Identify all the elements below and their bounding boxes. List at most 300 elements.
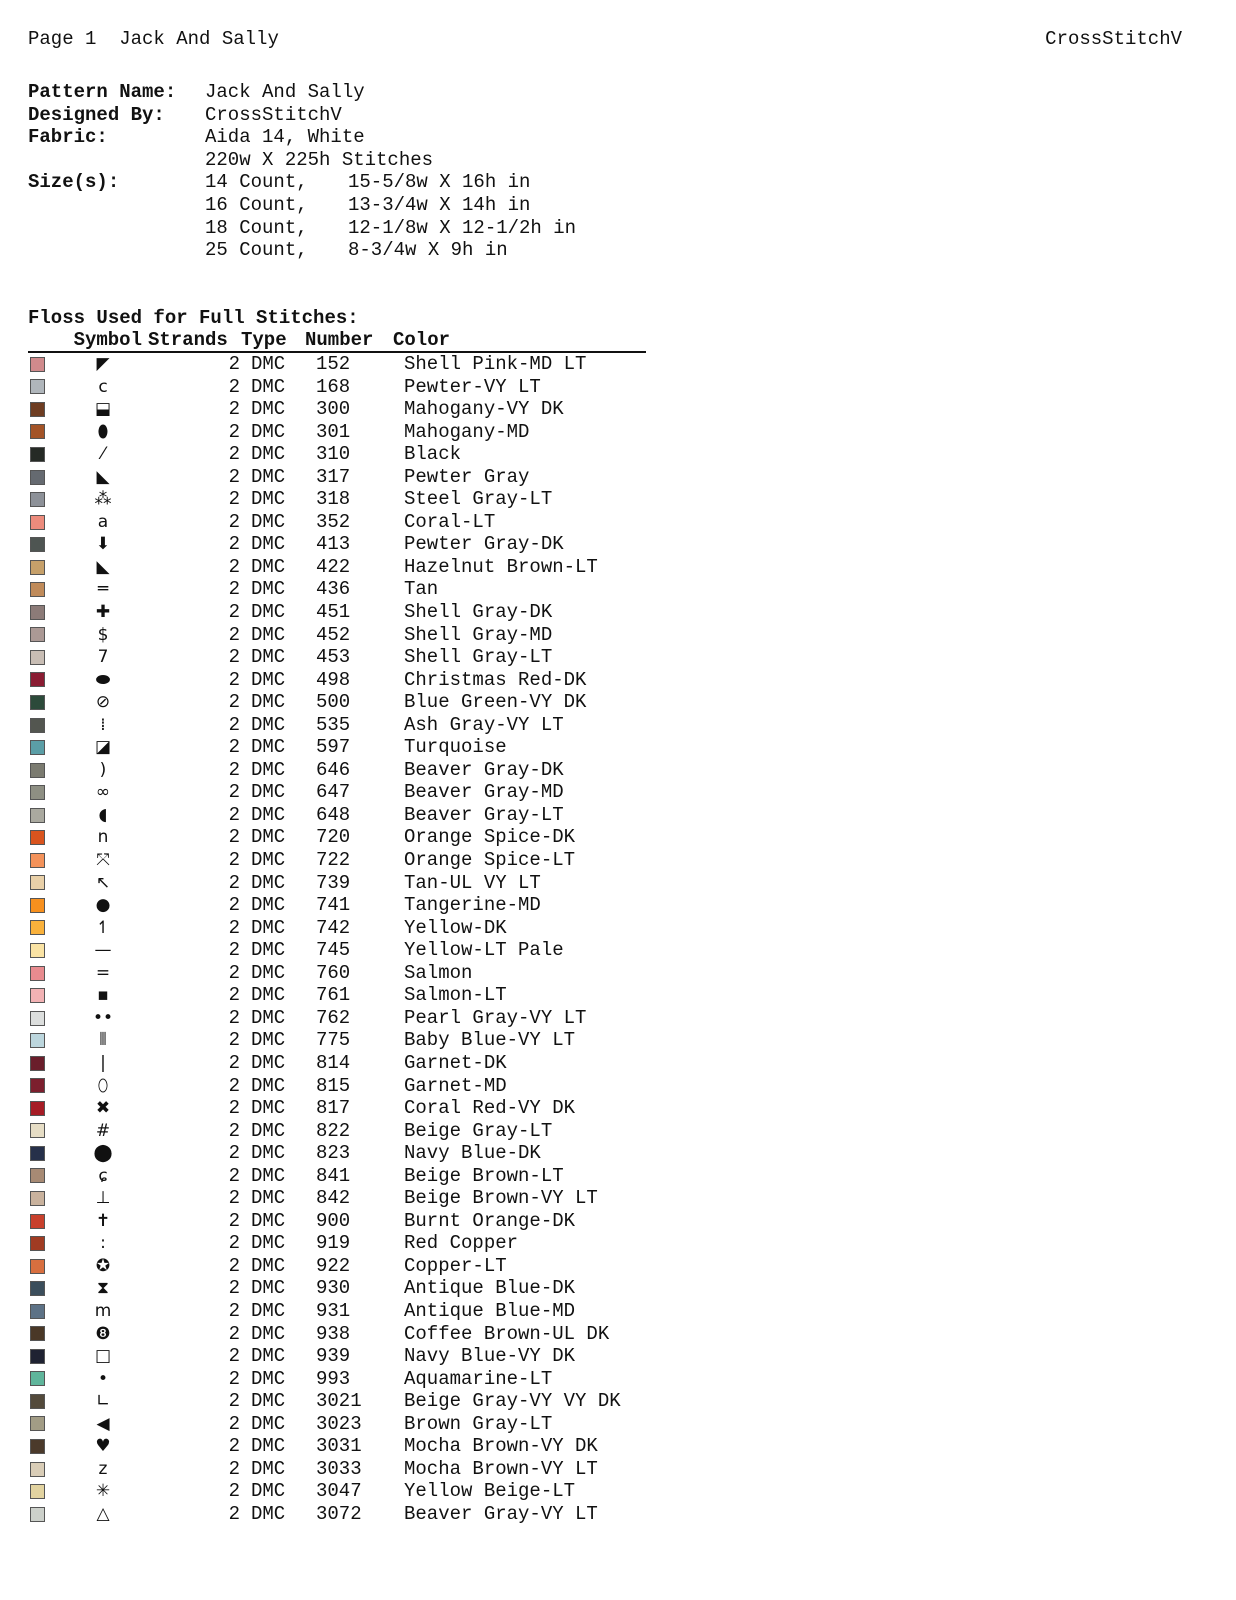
color-swatch — [30, 402, 45, 417]
stitch-symbol: ⬤ — [93, 1143, 113, 1164]
floss-row — [28, 511, 646, 534]
floss-row — [28, 353, 646, 376]
stitch-symbol: z — [98, 1458, 108, 1479]
stitch-symbol: — — [94, 940, 112, 961]
floss-number: 498 — [316, 668, 351, 691]
strands-value: 2 — [228, 1051, 240, 1074]
floss-type: DMC — [251, 1412, 286, 1435]
floss-type: DMC — [251, 1345, 286, 1368]
floss-row — [28, 1413, 646, 1436]
size-row — [28, 239, 576, 262]
size-dims: 8-3/4w X 9h in — [348, 239, 508, 262]
stitch-symbol: ✳ — [95, 1481, 111, 1502]
floss-color-name: Orange Spice-DK — [404, 826, 576, 849]
floss-color-name: Pewter-VY LT — [404, 375, 541, 398]
color-swatch — [30, 1371, 45, 1386]
floss-type: DMC — [251, 826, 286, 849]
color-swatch — [30, 1214, 45, 1229]
floss-type: DMC — [251, 601, 286, 624]
floss-color-name: Beaver Gray-MD — [404, 781, 564, 804]
color-swatch — [30, 1168, 45, 1183]
floss-color-name: Beige Gray-VY VY DK — [404, 1390, 621, 1413]
floss-row — [28, 1255, 646, 1278]
floss-color-name: Navy Blue-DK — [404, 1142, 541, 1165]
floss-row — [28, 1232, 646, 1255]
floss-number: 152 — [316, 353, 351, 375]
floss-row — [28, 736, 646, 759]
floss-number: 739 — [316, 871, 351, 894]
color-swatch — [30, 470, 45, 485]
floss-row — [28, 849, 646, 872]
strands-value: 2 — [228, 1299, 240, 1322]
floss-type: DMC — [251, 1187, 286, 1210]
floss-row — [28, 691, 646, 714]
floss-type: DMC — [251, 713, 286, 736]
strands-value: 2 — [228, 961, 240, 984]
floss-type: DMC — [251, 465, 286, 488]
floss-type: DMC — [251, 375, 286, 398]
stitch-symbol: ⬮ — [97, 421, 109, 442]
strands-value: 2 — [228, 623, 240, 646]
floss-type: DMC — [251, 781, 286, 804]
floss-color-name: Mocha Brown-VY DK — [404, 1435, 598, 1458]
color-swatch — [30, 966, 45, 981]
floss-row — [28, 578, 646, 601]
color-swatch — [30, 537, 45, 552]
stitch-symbol: = — [95, 962, 111, 983]
floss-color-name: Orange Spice-LT — [404, 849, 576, 872]
strands-value: 2 — [228, 871, 240, 894]
floss-row — [28, 804, 646, 827]
floss-number: 741 — [316, 894, 351, 917]
floss-row — [28, 894, 646, 917]
pattern-name-value: Jack And Sally — [205, 81, 365, 103]
floss-color-name: Copper-LT — [404, 1254, 507, 1277]
color-swatch — [30, 875, 45, 890]
stitch-symbol: ⊘ — [95, 692, 111, 713]
floss-type: DMC — [251, 849, 286, 872]
header-number: Number — [305, 329, 374, 351]
floss-number: 900 — [316, 1209, 351, 1232]
floss-number: 168 — [316, 375, 351, 398]
color-swatch — [30, 1416, 45, 1431]
color-swatch — [30, 672, 45, 687]
floss-type: DMC — [251, 1074, 286, 1097]
floss-type: DMC — [251, 1232, 286, 1255]
strands-value: 2 — [228, 353, 240, 375]
floss-number: 500 — [316, 691, 351, 714]
strands-value: 2 — [228, 758, 240, 781]
floss-color-name: Steel Gray-LT — [404, 488, 553, 511]
floss-type: DMC — [251, 578, 286, 601]
strands-value: 2 — [228, 668, 240, 691]
color-swatch — [30, 1236, 45, 1251]
stitch-symbol: ✖ — [95, 1098, 111, 1119]
size-row — [28, 194, 576, 217]
floss-color-name: Burnt Orange-DK — [404, 1209, 576, 1232]
floss-type: DMC — [251, 1322, 286, 1345]
stitch-symbol: ◣ — [96, 466, 110, 487]
page-header-title: Page 1 Jack And Sally — [28, 28, 279, 50]
floss-row — [28, 714, 646, 737]
floss-color-name: Beige Gray-LT — [404, 1119, 553, 1142]
floss-type: DMC — [251, 1051, 286, 1074]
floss-number: 452 — [316, 623, 351, 646]
floss-color-name: Mahogany-VY DK — [404, 398, 564, 421]
strands-value: 2 — [228, 1435, 240, 1458]
strands-value: 2 — [228, 849, 240, 872]
floss-type: DMC — [251, 555, 286, 578]
floss-color-name: Beaver Gray-LT — [404, 803, 564, 826]
strands-value: 2 — [228, 465, 240, 488]
floss-color-name: Hazelnut Brown-LT — [404, 555, 598, 578]
floss-color-name: Turquoise — [404, 736, 507, 759]
floss-type: DMC — [251, 1277, 286, 1300]
floss-row — [28, 1187, 646, 1210]
floss-row — [28, 1007, 646, 1030]
floss-number: 3021 — [316, 1390, 362, 1413]
color-swatch — [30, 1439, 45, 1454]
strands-value: 2 — [228, 1254, 240, 1277]
stitch-symbol: $ — [97, 624, 109, 645]
floss-color-name: Yellow-DK — [404, 916, 507, 939]
floss-number: 814 — [316, 1051, 351, 1074]
floss-number: 317 — [316, 465, 351, 488]
floss-type: DMC — [251, 443, 286, 466]
floss-row — [28, 1480, 646, 1503]
floss-row — [28, 1165, 646, 1188]
floss-number: 930 — [316, 1277, 351, 1300]
strands-value: 2 — [228, 555, 240, 578]
floss-row — [28, 1503, 646, 1526]
floss-row — [28, 421, 646, 444]
floss-number: 841 — [316, 1164, 351, 1187]
color-swatch — [30, 1462, 45, 1477]
floss-table — [28, 330, 646, 1525]
stitch-symbol: ✝ — [95, 1210, 111, 1231]
strands-value: 2 — [228, 1187, 240, 1210]
color-swatch — [30, 492, 45, 507]
floss-number: 352 — [316, 510, 351, 533]
strands-value: 2 — [228, 533, 240, 556]
color-swatch — [30, 808, 45, 823]
stitch-symbol: ) — [99, 759, 107, 780]
header-color: Color — [393, 329, 451, 351]
strands-value: 2 — [228, 1029, 240, 1052]
floss-color-name: Shell Pink-MD LT — [404, 353, 587, 375]
stitch-symbol: | — [100, 1052, 106, 1073]
floss-type: DMC — [251, 533, 286, 556]
stitch-symbol: ⤧ — [96, 850, 110, 871]
floss-type: DMC — [251, 736, 286, 759]
stitch-symbol: ∟ — [95, 1391, 111, 1412]
page-header-designer: CrossStitchV — [1045, 28, 1182, 50]
color-swatch — [30, 1259, 45, 1274]
stitch-symbol: ◖ — [98, 804, 108, 825]
floss-table-body — [28, 353, 646, 1525]
stitch-symbol: c — [98, 376, 108, 397]
stitch-symbol: △ — [96, 1503, 110, 1524]
strands-value: 2 — [228, 894, 240, 917]
color-swatch — [30, 560, 45, 575]
floss-type: DMC — [251, 803, 286, 826]
floss-number: 817 — [316, 1097, 351, 1120]
color-swatch — [30, 1191, 45, 1206]
color-swatch — [30, 898, 45, 913]
floss-row — [28, 466, 646, 489]
floss-type: DMC — [251, 1006, 286, 1029]
floss-number: 301 — [316, 420, 351, 443]
size-row — [28, 171, 576, 194]
color-swatch — [30, 1056, 45, 1071]
floss-type: DMC — [251, 758, 286, 781]
floss-row — [28, 443, 646, 466]
strands-value: 2 — [228, 1097, 240, 1120]
strands-value: 2 — [228, 1457, 240, 1480]
stitch-symbol: ❽ — [95, 1323, 111, 1344]
color-swatch — [30, 1101, 45, 1116]
floss-type: DMC — [251, 1502, 286, 1525]
floss-color-name: Garnet-DK — [404, 1051, 507, 1074]
stitch-symbol: ⁞ — [100, 714, 106, 735]
floss-color-name: Coral-LT — [404, 510, 496, 533]
floss-type: DMC — [251, 1457, 286, 1480]
floss-number: 453 — [316, 646, 351, 669]
color-swatch — [30, 1281, 45, 1296]
floss-color-name: Shell Gray-LT — [404, 646, 553, 669]
floss-color-name: Coral Red-VY DK — [404, 1097, 576, 1120]
stitch-symbol: ✚ — [95, 602, 111, 623]
floss-row — [28, 1323, 646, 1346]
floss-color-name: Ash Gray-VY LT — [404, 713, 564, 736]
floss-number: 745 — [316, 939, 351, 962]
strands-value: 2 — [228, 1412, 240, 1435]
floss-type: DMC — [251, 623, 286, 646]
floss-type: DMC — [251, 961, 286, 984]
color-swatch — [30, 447, 45, 462]
floss-row — [28, 962, 646, 985]
color-swatch — [30, 357, 45, 372]
floss-number: 413 — [316, 533, 351, 556]
color-swatch — [30, 582, 45, 597]
stitch-symbol: ∞ — [95, 782, 111, 803]
floss-type: DMC — [251, 1164, 286, 1187]
floss-color-name: Salmon — [404, 961, 473, 984]
strands-value: 2 — [228, 488, 240, 511]
floss-color-name: Shell Gray-MD — [404, 623, 553, 646]
floss-color-name: Christmas Red-DK — [404, 668, 587, 691]
stitch-symbol: ✪ — [95, 1255, 111, 1276]
floss-row — [28, 556, 646, 579]
strands-value: 2 — [228, 443, 240, 466]
strands-value: 2 — [228, 1390, 240, 1413]
floss-color-name: Navy Blue-VY DK — [404, 1345, 576, 1368]
strands-value: 2 — [228, 984, 240, 1007]
floss-color-name: Pearl Gray-VY LT — [404, 1006, 587, 1029]
floss-number: 3023 — [316, 1412, 362, 1435]
stitch-symbol: ↿ — [95, 917, 111, 938]
designed-by-label: Designed By: — [28, 103, 165, 126]
floss-number: 742 — [316, 916, 351, 939]
floss-color-name: Pewter Gray-DK — [404, 533, 564, 556]
floss-type: DMC — [251, 398, 286, 421]
strands-value: 2 — [228, 510, 240, 533]
color-swatch — [30, 853, 45, 868]
stitch-symbol: ◣ — [96, 556, 110, 577]
floss-type: DMC — [251, 1209, 286, 1232]
floss-row — [28, 826, 646, 849]
floss-number: 931 — [316, 1299, 351, 1322]
color-swatch — [30, 1011, 45, 1026]
stitch-symbol: ⦀ — [99, 1030, 107, 1051]
sizes-label: Size(s): — [28, 171, 120, 194]
pattern-info — [28, 81, 576, 262]
color-swatch — [30, 605, 45, 620]
floss-row — [28, 376, 646, 399]
floss-row — [28, 398, 646, 421]
color-swatch — [30, 515, 45, 530]
color-swatch — [30, 785, 45, 800]
floss-type: DMC — [251, 510, 286, 533]
floss-color-name: Tan-UL VY LT — [404, 871, 541, 894]
color-swatch — [30, 920, 45, 935]
floss-number: 646 — [316, 758, 351, 781]
stitch-symbol: 7 — [97, 647, 109, 668]
designed-by-row — [28, 104, 576, 127]
size-count: 18 Count, — [205, 216, 308, 239]
stitch-symbol: ▪ — [97, 985, 109, 1006]
strands-value: 2 — [228, 1006, 240, 1029]
floss-color-name: Mahogany-MD — [404, 420, 530, 443]
floss-table-header — [28, 330, 646, 353]
stitch-symbol: a — [97, 511, 109, 532]
color-swatch — [30, 988, 45, 1003]
stitch-symbol: ◀ — [96, 1413, 110, 1434]
strands-value: 2 — [228, 1480, 240, 1503]
strands-value: 2 — [228, 1502, 240, 1525]
floss-row — [28, 646, 646, 669]
floss-color-name: Black — [404, 443, 462, 466]
floss-color-name: Antique Blue-MD — [404, 1299, 576, 1322]
floss-row — [28, 1075, 646, 1098]
floss-color-name: Baby Blue-VY LT — [404, 1029, 576, 1052]
floss-row — [28, 1029, 646, 1052]
size-count: 16 Count, — [205, 193, 308, 216]
pattern-name-row — [28, 81, 576, 104]
floss-row — [28, 1210, 646, 1233]
floss-row — [28, 601, 646, 624]
stitch-symbol: • — [97, 1368, 109, 1389]
floss-number: 310 — [316, 443, 351, 466]
strands-value: 2 — [228, 826, 240, 849]
stitch-symbol: ⬇ — [95, 534, 111, 555]
floss-row — [28, 1097, 646, 1120]
floss-row — [28, 781, 646, 804]
floss-color-name: Red Copper — [404, 1232, 519, 1255]
floss-type: DMC — [251, 691, 286, 714]
stitch-symbol: ɕ — [98, 1165, 108, 1186]
floss-type: DMC — [251, 1119, 286, 1142]
strands-value: 2 — [228, 736, 240, 759]
color-swatch — [30, 695, 45, 710]
strands-value: 2 — [228, 398, 240, 421]
color-swatch — [30, 1078, 45, 1093]
stitch-symbol: ⁂ — [94, 489, 112, 510]
floss-number: 775 — [316, 1029, 351, 1052]
strands-value: 2 — [228, 713, 240, 736]
floss-row — [28, 1368, 646, 1391]
floss-row — [28, 984, 646, 1007]
header-symbol: Symbol — [73, 329, 142, 351]
pattern-name-label: Pattern Name: — [28, 81, 177, 103]
strands-value: 2 — [228, 375, 240, 398]
floss-number: 3047 — [316, 1480, 362, 1503]
strands-value: 2 — [228, 939, 240, 962]
floss-type: DMC — [251, 646, 286, 669]
floss-color-name: Yellow Beige-LT — [404, 1480, 576, 1503]
stitches-value: 220w X 225h Stitches — [205, 148, 434, 171]
floss-row — [28, 1345, 646, 1368]
strands-value: 2 — [228, 578, 240, 601]
color-swatch — [30, 1349, 45, 1364]
stitch-symbol: □ — [94, 1346, 112, 1367]
floss-number: 919 — [316, 1232, 351, 1255]
floss-type: DMC — [251, 916, 286, 939]
floss-row — [28, 1052, 646, 1075]
color-swatch — [30, 1326, 45, 1341]
floss-row — [28, 917, 646, 940]
floss-row — [28, 669, 646, 692]
header-strands: Strands — [148, 329, 228, 351]
fabric-value: Aida 14, White — [205, 126, 365, 149]
stitch-symbol: ⊥ — [95, 1188, 111, 1209]
floss-color-name: Salmon-LT — [404, 984, 507, 1007]
floss-number: 535 — [316, 713, 351, 736]
color-swatch — [30, 718, 45, 733]
size-count: 25 Count, — [205, 239, 308, 262]
strands-value: 2 — [228, 1074, 240, 1097]
floss-number: 436 — [316, 578, 351, 601]
floss-number: 993 — [316, 1367, 351, 1390]
fabric-row — [28, 126, 576, 149]
floss-color-name: Shell Gray-DK — [404, 601, 553, 624]
floss-color-name: Antique Blue-DK — [404, 1277, 576, 1300]
floss-number: 422 — [316, 555, 351, 578]
floss-row — [28, 1142, 646, 1165]
floss-number: 3072 — [316, 1502, 362, 1525]
floss-number: 318 — [316, 488, 351, 511]
color-swatch — [30, 763, 45, 778]
floss-number: 597 — [316, 736, 351, 759]
floss-type: DMC — [251, 1029, 286, 1052]
color-swatch — [30, 379, 45, 394]
floss-number: 823 — [316, 1142, 351, 1165]
floss-color-name: Beige Brown-VY LT — [404, 1187, 598, 1210]
floss-number: 722 — [316, 849, 351, 872]
floss-row — [28, 1120, 646, 1143]
floss-color-name: Tangerine-MD — [404, 894, 541, 917]
fabric-label: Fabric: — [28, 126, 108, 149]
floss-row — [28, 624, 646, 647]
stitch-symbol: n — [97, 827, 109, 848]
floss-type: DMC — [251, 1435, 286, 1458]
floss-color-name: Garnet-MD — [404, 1074, 507, 1097]
floss-type: DMC — [251, 1367, 286, 1390]
floss-color-name: Beige Brown-LT — [404, 1164, 564, 1187]
strands-value: 2 — [228, 803, 240, 826]
floss-number: 720 — [316, 826, 351, 849]
floss-color-name: Beaver Gray-VY LT — [404, 1502, 598, 1525]
